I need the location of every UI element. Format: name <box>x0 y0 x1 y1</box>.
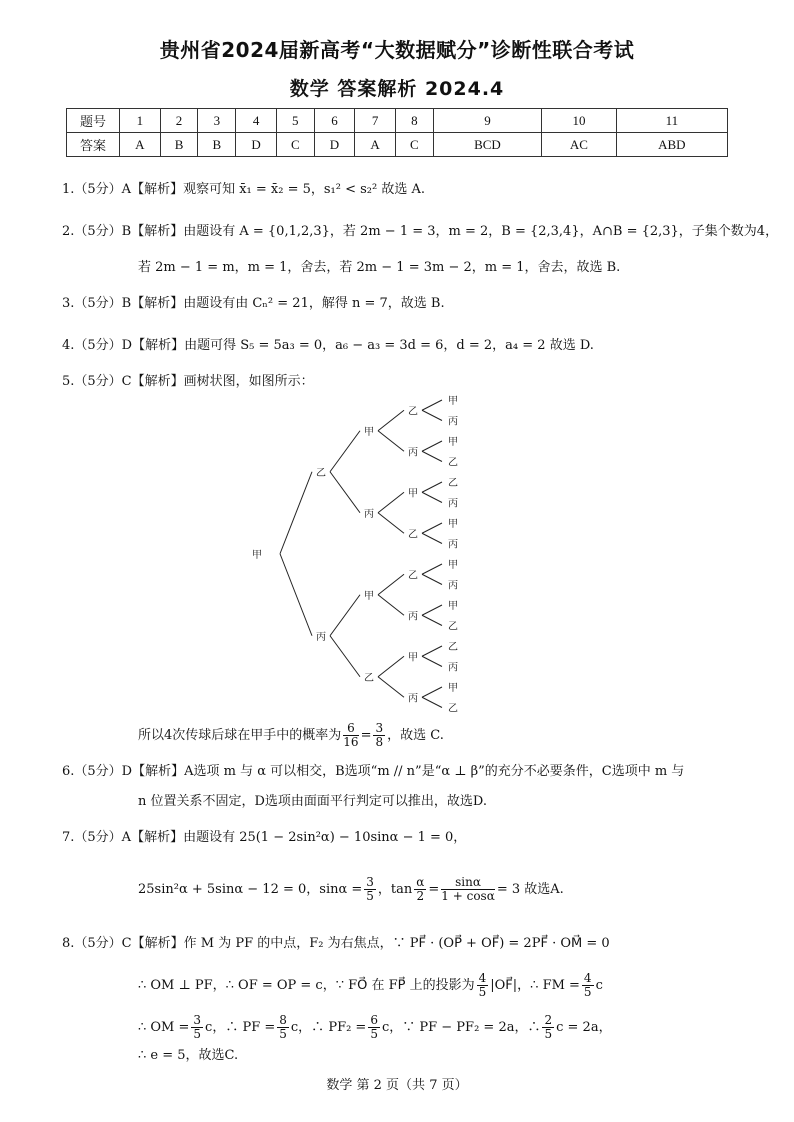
tree-node-label: 甲 <box>408 652 418 664</box>
fraction <box>191 1014 203 1041</box>
tree-branch <box>280 472 312 554</box>
tree-branch <box>330 636 360 677</box>
q3-solution: 3.（5分）B【解析】由题设有由 Cₙ² = 21，解得 n = 7，故选 B. <box>62 296 445 311</box>
row-label-answer: 答案 <box>67 133 120 157</box>
page-footer: 数学 第 2 页（共 7 页） <box>326 1078 468 1093</box>
q8-solution-line2 <box>138 972 603 999</box>
tree-node-label: 丙 <box>408 611 418 623</box>
fraction-denominator: 5 <box>583 985 592 999</box>
tree-branch <box>422 492 442 502</box>
fraction-denominator: 5 <box>370 1027 378 1041</box>
tree-node-label: 甲 <box>448 396 458 407</box>
q7-text: ，tan <box>377 882 413 897</box>
fraction-numerator: 3 <box>366 875 374 889</box>
tree-node-label: 丙 <box>448 539 458 551</box>
answer-table-answer-row <box>67 133 728 157</box>
table-cell: ABD <box>616 133 727 157</box>
fraction <box>277 1014 289 1041</box>
tree-node-label: 乙 <box>448 642 458 653</box>
q8-solution-line3 <box>138 1014 612 1041</box>
q5-conclusion <box>138 722 444 749</box>
q8-text: |OF⃗|，∴ FM = <box>490 978 580 993</box>
tree-branch <box>422 441 442 451</box>
equals-sign: = <box>360 728 372 743</box>
q5-conclusion-pre: 所以4次传球后球在甲手中的概率为 <box>138 728 342 743</box>
q7-solution-line1: 7.（5分）A【解析】由题设有 25(1 − 2sin²α) − 10sinα − 1 = 0， <box>62 830 467 845</box>
table-cell: 9 <box>433 109 541 133</box>
tree-node-label: 乙 <box>364 672 374 684</box>
tree-node-label: 乙 <box>408 570 418 582</box>
tree-branch <box>378 677 404 698</box>
tree-branch <box>422 400 442 410</box>
q7-text: = <box>428 882 440 897</box>
tree-node-label: 丙 <box>448 498 458 510</box>
fraction-denominator: 5 <box>366 889 374 903</box>
q8-text: c，∴ PF₂ = <box>290 1020 367 1035</box>
tree-node-label: 丙 <box>364 508 374 520</box>
tree-branch <box>422 687 442 697</box>
tree-branch <box>422 697 442 707</box>
q8-text: c，∵ PF − PF₂ = 2a，∴ <box>381 1020 541 1035</box>
table-cell: B <box>160 133 198 157</box>
tree-node-label: 乙 <box>448 621 458 633</box>
fraction-denominator: 1 + cosα <box>441 889 495 903</box>
fraction-numerator: 4 <box>583 971 592 985</box>
table-cell: D <box>314 133 355 157</box>
table-cell: D <box>236 133 277 157</box>
tree-branch <box>378 513 404 534</box>
table-cell: 8 <box>395 109 433 133</box>
table-cell: 10 <box>542 109 617 133</box>
fraction <box>441 876 495 903</box>
tree-branch <box>378 492 404 513</box>
table-cell: 11 <box>616 109 727 133</box>
tree-node-label: 丙 <box>316 631 326 643</box>
fraction-denominator: 5 <box>478 985 487 999</box>
tree-branch <box>422 615 442 625</box>
fraction-numerator: 8 <box>279 1013 287 1027</box>
fraction-numerator: 6 <box>343 722 358 736</box>
fraction-denominator: 16 <box>343 735 359 749</box>
q8-text: ∴ OM = <box>138 1020 190 1035</box>
fraction <box>582 972 594 999</box>
tree-branch <box>422 646 442 656</box>
tree-node-label: 丙 <box>408 447 418 459</box>
answer-table <box>66 108 728 157</box>
table-cell: AC <box>542 133 617 157</box>
tree-node-label: 丙 <box>448 580 458 592</box>
q7-text: 25sin²α + 5sinα − 12 = 0，sinα = <box>138 882 363 897</box>
tree-node-label: 甲 <box>408 488 418 500</box>
tree-node-label: 甲 <box>448 519 458 530</box>
tree-node-label: 甲 <box>252 549 262 561</box>
fraction-denominator: 2 <box>416 889 425 903</box>
tree-node-label: 甲 <box>448 683 458 694</box>
tree-branch <box>378 595 404 616</box>
tree-branch <box>378 656 404 677</box>
tree-branch <box>422 482 442 492</box>
fraction-numerator: 3 <box>375 721 384 735</box>
fraction-numerator: α <box>416 875 425 889</box>
q8-text: ∴ OM ⊥ PF，∴ OF = OP = c，∵ FO⃗ 在 FP⃗ 上的投影为 <box>138 978 475 993</box>
q5-solution: 5.（5分）C【解析】画树状图，如图所示： <box>62 374 314 389</box>
tree-branch <box>330 472 360 513</box>
q8-text: c，∴ PF = <box>205 1020 276 1035</box>
q8-solution-line4: ∴ e = 5，故选C. <box>138 1048 239 1063</box>
table-cell: B <box>198 133 236 157</box>
tree-node-label: 甲 <box>364 590 374 602</box>
fraction <box>542 1014 554 1041</box>
fraction <box>414 876 426 903</box>
table-cell: 5 <box>276 109 314 133</box>
fraction <box>477 972 489 999</box>
fraction <box>373 722 385 749</box>
tree-branch <box>422 574 442 584</box>
table-cell: BCD <box>433 133 541 157</box>
table-cell: A <box>355 133 396 157</box>
q5-conclusion-post: ，故选 C. <box>387 728 444 743</box>
q7-solution-line2 <box>138 876 564 903</box>
tree-branch <box>378 574 404 595</box>
tree-node-label: 丙 <box>448 662 458 674</box>
q2-solution-line1: 2.（5分）B【解析】由题设有 A = {0,1,2,3}，若 2m − 1 = 3，m = 2，B = {2,3,4}，A∩B = {2,3}，子集个数为4， <box>62 224 779 239</box>
fraction-numerator: 3 <box>193 1013 202 1027</box>
fraction <box>364 876 376 903</box>
tree-branch <box>422 410 442 420</box>
fraction <box>343 722 358 749</box>
table-cell: A <box>120 133 161 157</box>
row-label-number: 题号 <box>67 109 120 133</box>
table-cell: 1 <box>120 109 161 133</box>
tree-node-label: 乙 <box>448 478 458 489</box>
q2-solution-line2: 若 2m − 1 = m，m = 1，舍去，若 2m − 1 = 3m − 2，m = 1，舍去，故选 B. <box>138 260 621 275</box>
fraction <box>368 1014 380 1041</box>
document-title: 贵州省2024届新高考“大数据赋分”诊断性联合考试 <box>159 38 635 62</box>
document-subtitle: 数学 答案解析 2024.4 <box>289 78 505 100</box>
tree-diagram <box>250 388 490 718</box>
q7-text: = 3 故选A. <box>496 882 564 897</box>
q1-solution: 1.（5分）A【解析】观察可知 x̄₁ = x̄₂ = 5，s₁² < s₂² 故选 A. <box>62 182 425 197</box>
q8-text: c = 2a， <box>556 1020 612 1035</box>
q6-solution-line1: 6.（5分）D【解析】A选项 m 与 α 可以相交，B选项“m // n”是“α ⊥ β”的充分不必要条件，C选项中 m 与 <box>62 764 685 779</box>
q6-solution-line2: n 位置关系不固定，D选项由面面平行判定可以推出，故选D. <box>138 794 488 809</box>
fraction-denominator: 5 <box>193 1027 202 1041</box>
tree-branch <box>330 431 360 472</box>
fraction-numerator: 2 <box>544 1013 553 1027</box>
tree-branch <box>422 523 442 533</box>
tree-branch <box>378 410 404 431</box>
fraction-denominator: 5 <box>544 1027 553 1041</box>
tree-branch <box>422 451 442 461</box>
fraction-denominator: 8 <box>375 735 384 749</box>
tree-branch <box>378 431 404 452</box>
tree-node-label: 甲 <box>364 426 374 438</box>
answer-table-number-row <box>67 109 728 133</box>
tree-node-label: 乙 <box>408 406 418 418</box>
tree-node-label: 甲 <box>448 601 458 612</box>
tree-branch <box>422 656 442 666</box>
table-cell: 4 <box>236 109 277 133</box>
fraction-numerator: sinα <box>441 876 495 890</box>
table-cell: C <box>395 133 433 157</box>
tree-branch <box>422 564 442 574</box>
q4-solution: 4.（5分）D【解析】由题可得 S₅ = 5a₃ = 0，a₆ − a₃ = 3d = 6，d = 2，a₄ = 2 故选 D. <box>62 338 594 353</box>
tree-node-label: 乙 <box>448 457 458 469</box>
tree-node-label: 乙 <box>408 529 418 541</box>
tree-node-label: 甲 <box>448 560 458 571</box>
q8-solution-line1: 8.（5分）C【解析】作 M 为 PF 的中点，F₂ 为右焦点，∵ PF⃗ · (OP⃗ + OF⃗) = 2PF⃗ · OM⃗ = 0 <box>62 936 610 951</box>
table-cell: 2 <box>160 109 198 133</box>
tree-branch <box>422 533 442 543</box>
fraction-denominator: 5 <box>279 1027 287 1041</box>
tree-node-label: 乙 <box>316 467 326 479</box>
tree-branch <box>422 605 442 615</box>
q8-text: c <box>595 978 603 993</box>
table-cell: 3 <box>198 109 236 133</box>
table-cell: 6 <box>314 109 355 133</box>
tree-branch <box>280 554 312 636</box>
fraction-numerator: 6 <box>370 1013 378 1027</box>
tree-branch <box>330 595 360 636</box>
tree-node-label: 乙 <box>448 703 458 715</box>
tree-node-label: 丙 <box>408 693 418 705</box>
table-cell: 7 <box>355 109 396 133</box>
fraction-numerator: 4 <box>478 971 487 985</box>
tree-node-label: 甲 <box>448 437 458 448</box>
table-cell: C <box>276 133 314 157</box>
tree-node-label: 丙 <box>448 416 458 428</box>
